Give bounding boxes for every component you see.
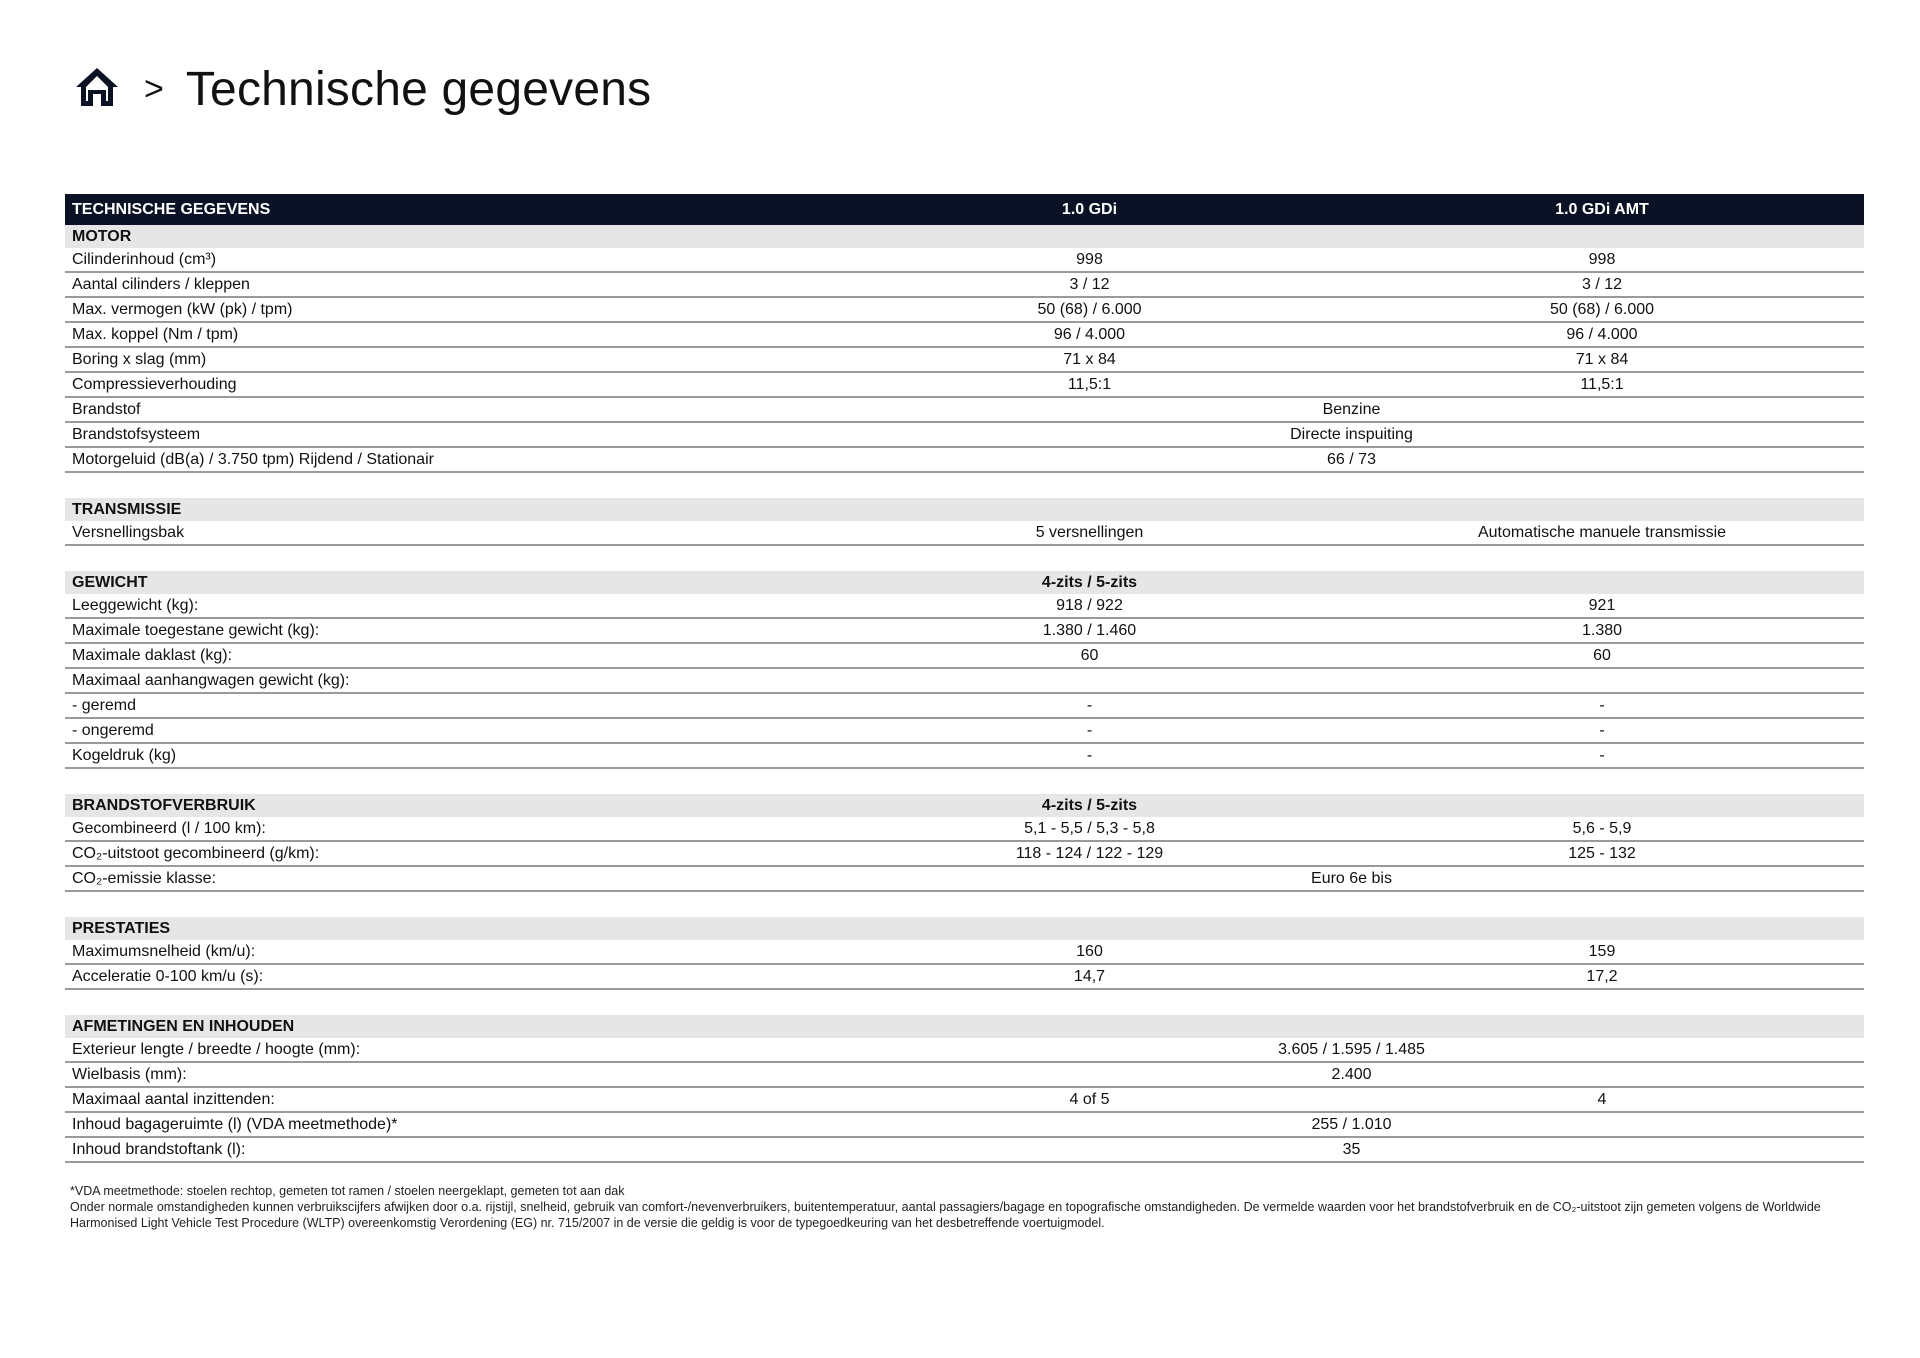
table-row [65, 1062, 1864, 1087]
section-title: PRESTATIES [65, 917, 839, 940]
section-header [65, 1015, 1864, 1038]
row-label: Maximale daklast (kg): [65, 643, 839, 668]
table-row [65, 643, 1864, 668]
table-row [65, 841, 1864, 866]
section-title: TRANSMISSIE [65, 498, 839, 521]
row-label: Motorgeluid (dB(a) / 3.750 tpm) Rijdend / Stationair [65, 447, 839, 472]
table-row [65, 248, 1864, 272]
row-value-col-2: - [1340, 743, 1864, 768]
section-empty [1340, 498, 1864, 521]
row-label: Inhoud bagageruimte (l) (VDA meetmethode)* [65, 1112, 839, 1137]
spacer-row [65, 545, 1864, 571]
row-value-merged: 35 [839, 1137, 1864, 1162]
row-value-col-2: - [1340, 693, 1864, 718]
section-title: AFMETINGEN EN INHOUDEN [65, 1015, 839, 1038]
section-header [65, 571, 1864, 594]
row-value-col-2: 5,6 - 5,9 [1340, 817, 1864, 841]
row-value-col-2: 998 [1340, 248, 1864, 272]
row-value-col-2: 4 [1340, 1087, 1864, 1112]
header-col-2: 1.0 GDi AMT [1340, 194, 1864, 225]
row-label: CO₂-uitstoot gecombineerd (g/km): [65, 841, 839, 866]
row-value-col-1: 5 versnellingen [839, 521, 1340, 545]
breadcrumb [74, 62, 651, 117]
table-row [65, 521, 1864, 545]
table-row [65, 397, 1864, 422]
row-value-col-1: 918 / 922 [839, 594, 1340, 618]
spacer [65, 891, 1864, 917]
spacer [65, 472, 1864, 498]
row-value-col-2: 1.380 [1340, 618, 1864, 643]
spacer [65, 768, 1864, 794]
spacer-row [65, 989, 1864, 1015]
section-title: MOTOR [65, 225, 839, 248]
table-row [65, 372, 1864, 397]
section-empty [1340, 1015, 1864, 1038]
row-label: Max. vermogen (kW (pk) / tpm) [65, 297, 839, 322]
table-row [65, 1038, 1864, 1062]
row-value-merged: 3.605 / 1.595 / 1.485 [839, 1038, 1864, 1062]
footnote: *VDA meetmethode: stoelen rechtop, gemeten tot ramen / stoelen neergeklapt, gemeten tot aan dak [70, 1184, 625, 1198]
row-label: Brandstofsysteem [65, 422, 839, 447]
row-value-col-1: 14,7 [839, 964, 1340, 989]
row-label: - geremd [65, 693, 839, 718]
row-label: Brandstof [65, 397, 839, 422]
table-row [65, 693, 1864, 718]
row-label: Inhoud brandstoftank (l): [65, 1137, 839, 1162]
row-label: Wielbasis (mm): [65, 1062, 839, 1087]
table-row [65, 447, 1864, 472]
table-row [65, 718, 1864, 743]
section-header [65, 794, 1864, 817]
row-label: Leeggewicht (kg): [65, 594, 839, 618]
row-value-col-2: 17,2 [1340, 964, 1864, 989]
row-value-col-1: 5,1 - 5,5 / 5,3 - 5,8 [839, 817, 1340, 841]
section-header [65, 225, 1864, 248]
table-row [65, 964, 1864, 989]
row-value-col-2: 11,5:1 [1340, 372, 1864, 397]
row-value-col-1: 50 (68) / 6.000 [839, 297, 1340, 322]
table-row [65, 1087, 1864, 1112]
row-value-col-1: - [839, 743, 1340, 768]
page-title: Technische gegevens [185, 63, 652, 116]
table-row [65, 817, 1864, 841]
row-label: Maximale toegestane gewicht (kg): [65, 618, 839, 643]
row-label: Gecombineerd (l / 100 km): [65, 817, 839, 841]
table-row [65, 422, 1864, 447]
row-value-col-1: 71 x 84 [839, 347, 1340, 372]
row-value-col-1 [839, 668, 1340, 693]
row-label: Kogeldruk (kg) [65, 743, 839, 768]
table-row [65, 940, 1864, 964]
row-value-merged: 2.400 [839, 1062, 1864, 1087]
row-value-col-1: 998 [839, 248, 1340, 272]
spacer-row [65, 472, 1864, 498]
row-value-col-2: 71 x 84 [1340, 347, 1864, 372]
row-value-merged: 255 / 1.010 [839, 1112, 1864, 1137]
row-value-col-1: - [839, 718, 1340, 743]
section-empty [1340, 917, 1864, 940]
table-row [65, 743, 1864, 768]
row-value-merged: Euro 6e bis [839, 866, 1864, 891]
row-value-col-2 [1340, 668, 1864, 693]
spacer [65, 989, 1864, 1015]
row-label: - ongeremd [65, 718, 839, 743]
row-label: Boring x slag (mm) [65, 347, 839, 372]
breadcrumb-separator: > [144, 70, 164, 108]
row-label: Cilinderinhoud (cm³) [65, 248, 839, 272]
table-row [65, 1112, 1864, 1137]
table-row [65, 668, 1864, 693]
row-value-col-2: 60 [1340, 643, 1864, 668]
footnote: Onder normale omstandigheden kunnen verbruikscijfers afwijken door o.a. rijstijl, snelheid, gebruik van comfort-/nevenverbruikers, buitentemperatuur, aantal passagiers/bagage en topografische omstandigheden. De vermelde waarden voor het brandstofverbruik en de CO₂-uitstoot zijn gemeten volgens de Worldwide Harmonised Light Vehicle Test Procedure (WLTP) overeenkomstig Verordening (EG) nr. 715/2007 in de versie die geldig is voor de typegoedkeuring van het desbetreffende voertuigmodel. [70, 1200, 1821, 1230]
table-row [65, 272, 1864, 297]
row-label: Compressieverhouding [65, 372, 839, 397]
section-title: BRANDSTOFVERBRUIK [65, 794, 839, 817]
row-value-merged: Directe inspuiting [839, 422, 1864, 447]
row-label: Acceleratie 0-100 km/u (s): [65, 964, 839, 989]
table-header [65, 194, 1864, 225]
row-label: Maximaal aantal inzittenden: [65, 1087, 839, 1112]
section-header [65, 917, 1864, 940]
row-value-col-2: 96 / 4.000 [1340, 322, 1864, 347]
row-value-col-1: 118 - 124 / 122 - 129 [839, 841, 1340, 866]
section-subtitle [839, 917, 1340, 940]
row-value-col-1: 160 [839, 940, 1340, 964]
header-col-1: 1.0 GDi [839, 194, 1340, 225]
row-value-col-1: 11,5:1 [839, 372, 1340, 397]
row-value-col-2: 3 / 12 [1340, 272, 1864, 297]
row-label: Max. koppel (Nm / tpm) [65, 322, 839, 347]
row-value-col-1: - [839, 693, 1340, 718]
row-label: Maximumsnelheid (km/u): [65, 940, 839, 964]
spacer [65, 545, 1864, 571]
row-value-col-2: - [1340, 718, 1864, 743]
row-value-col-1: 96 / 4.000 [839, 322, 1340, 347]
row-value-col-2: 921 [1340, 594, 1864, 618]
row-value-col-1: 3 / 12 [839, 272, 1340, 297]
row-value-col-2: 159 [1340, 940, 1864, 964]
row-value-merged: 66 / 73 [839, 447, 1864, 472]
row-value-col-2: 125 - 132 [1340, 841, 1864, 866]
section-subtitle: 4-zits / 5-zits [839, 794, 1340, 817]
table-row [65, 322, 1864, 347]
table-row [65, 594, 1864, 618]
spacer-row [65, 768, 1864, 794]
section-empty [1340, 794, 1864, 817]
section-empty [1340, 225, 1864, 248]
row-value-col-1: 60 [839, 643, 1340, 668]
row-label: Versnellingsbak [65, 521, 839, 545]
spec-table [65, 194, 1864, 1163]
spacer-row [65, 891, 1864, 917]
row-value-col-2: Automatische manuele transmissie [1340, 521, 1864, 545]
section-empty [1340, 571, 1864, 594]
table-row [65, 347, 1864, 372]
row-value-merged: Benzine [839, 397, 1864, 422]
section-subtitle: 4-zits / 5-zits [839, 571, 1340, 594]
row-value-col-2: 50 (68) / 6.000 [1340, 297, 1864, 322]
header-label: TECHNISCHE GEGEVENS [65, 194, 839, 225]
section-title: GEWICHT [65, 571, 839, 594]
section-subtitle [839, 1015, 1340, 1038]
section-header [65, 498, 1864, 521]
row-label: Exterieur lengte / breedte / hoogte (mm): [65, 1038, 839, 1062]
row-label: CO₂-emissie klasse: [65, 866, 839, 891]
row-value-col-1: 4 of 5 [839, 1087, 1340, 1112]
table-row [65, 618, 1864, 643]
table-row [65, 866, 1864, 891]
row-label: Maximaal aanhangwagen gewicht (kg): [65, 668, 839, 693]
table-row [65, 297, 1864, 322]
row-value-col-1: 1.380 / 1.460 [839, 618, 1340, 643]
footnotes [70, 1183, 1860, 1231]
section-subtitle [839, 498, 1340, 521]
section-subtitle [839, 225, 1340, 248]
row-label: Aantal cilinders / kleppen [65, 272, 839, 297]
table-row [65, 1137, 1864, 1162]
home-icon[interactable] [74, 65, 120, 114]
